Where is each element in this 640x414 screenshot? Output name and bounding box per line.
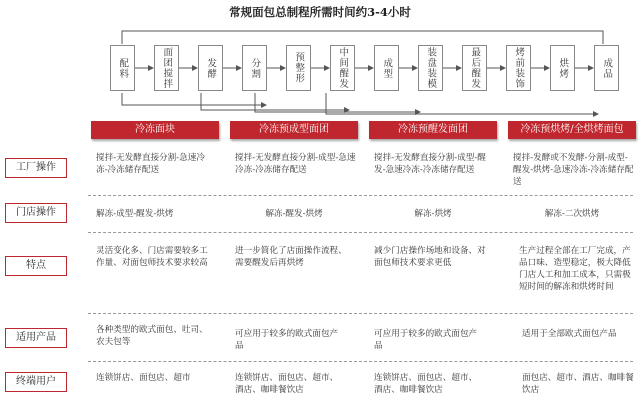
row-label-products: 适用产品 (5, 328, 67, 348)
cell-products-1: 各种类型的欧式面包、吐司、农夫包等 (96, 325, 208, 347)
process-step: 成型 (374, 45, 399, 91)
cell-store-4: 解冻-二次烘烤 (544, 209, 600, 219)
top-bracket (122, 31, 603, 44)
category-frozen-proofed: 冷冻预醒发面团 (369, 121, 497, 139)
cell-store-2: 解冻-醒发-烘烤 (265, 209, 323, 219)
bracket-preshaped (201, 93, 349, 110)
cell-factory-4: 搅拌-发酵或不发酵-分割-成型-醒发-烘烤-急速冷冻-冷冻储存配送 (513, 153, 634, 187)
process-step: 分割 (242, 45, 267, 91)
cell-features-4: 生产过程全部在工厂完成，产品口味、造型稳定，极大降低门店人工和加工成本，只需极短时间的解冻和烘烤时间 (519, 246, 631, 292)
process-step: 烘烤 (550, 45, 575, 91)
row-label-factory: 工厂操作 (5, 158, 67, 178)
process-step: 烤前装饰 (506, 45, 531, 91)
category-frozen-dough: 冷冻面块 (91, 121, 219, 139)
cell-products-4: 适用于全部欧式面包产品 (522, 329, 617, 339)
cell-products-3: 可应用于较多的欧式面包产品 (374, 329, 478, 351)
cell-products-2: 可应用于较多的欧式面包产品 (235, 329, 339, 351)
category-frozen-preshaped: 冷冻预成型面团 (230, 121, 358, 139)
bracket-baked (326, 93, 598, 114)
process-step: 配料 (110, 45, 135, 91)
cell-users-2: 连锁饼店、面包店、超市、酒店、咖啡餐饮店 (235, 373, 339, 395)
cell-factory-1: 搅拌-无发酵直接分割-急速冷冻-冷冻储存配送 (96, 153, 205, 175)
process-step: 中间醒发 (330, 45, 355, 91)
bracket-frozen-dough (122, 93, 266, 105)
process-step: 装盘装模 (418, 45, 443, 91)
process-step: 成品 (594, 45, 619, 91)
row-separator (88, 361, 633, 362)
row-label-features: 特点 (5, 256, 67, 276)
process-step: 发酵 (198, 45, 223, 91)
row-separator (88, 195, 633, 196)
cell-factory-3: 搅拌-无发酵直接分割-成型-醒发-急速冷冻-冷冻储存配送 (374, 153, 486, 175)
cell-users-1: 连锁饼店、面包店、超市 (96, 373, 191, 383)
row-label-users: 终端用户 (5, 372, 67, 392)
cell-factory-2: 搅拌-无发酵直接分割-成型-急速冷冻-冷冻储存配送 (235, 153, 356, 175)
cell-users-4: 面包店、超市、酒店、咖啡餐饮店 (522, 373, 634, 395)
process-step: 预整形 (286, 45, 311, 91)
process-step: 面团搅拌 (154, 45, 179, 91)
cell-store-1: 解冻-成型-醒发-烘烤 (96, 209, 174, 219)
row-separator (88, 232, 633, 233)
cell-store-3: 解冻-烘烤 (414, 209, 452, 219)
diagram-title: 常规面包总制程所需时间约3-4小时 (229, 5, 411, 19)
row-separator (88, 313, 633, 314)
cell-features-1: 灵活变化多、门店需要较多工作量、对面包师技术要求较高 (96, 246, 208, 268)
cell-features-2: 进一步简化了店面操作流程、需要醒发后再烘烤 (235, 246, 347, 268)
bracket-proofed (255, 93, 420, 112)
category-frozen-baked: 冷冻预烘烤/全烘烤面包 (508, 121, 636, 139)
cell-users-3: 连锁饼店、面包店、超市、酒店、咖啡餐饮店 (374, 373, 478, 395)
process-step: 最后醒发 (462, 45, 487, 91)
cell-features-3: 减少门店操作场地和设备、对面包师技术要求更低 (374, 246, 486, 268)
row-label-store: 门店操作 (5, 203, 67, 223)
